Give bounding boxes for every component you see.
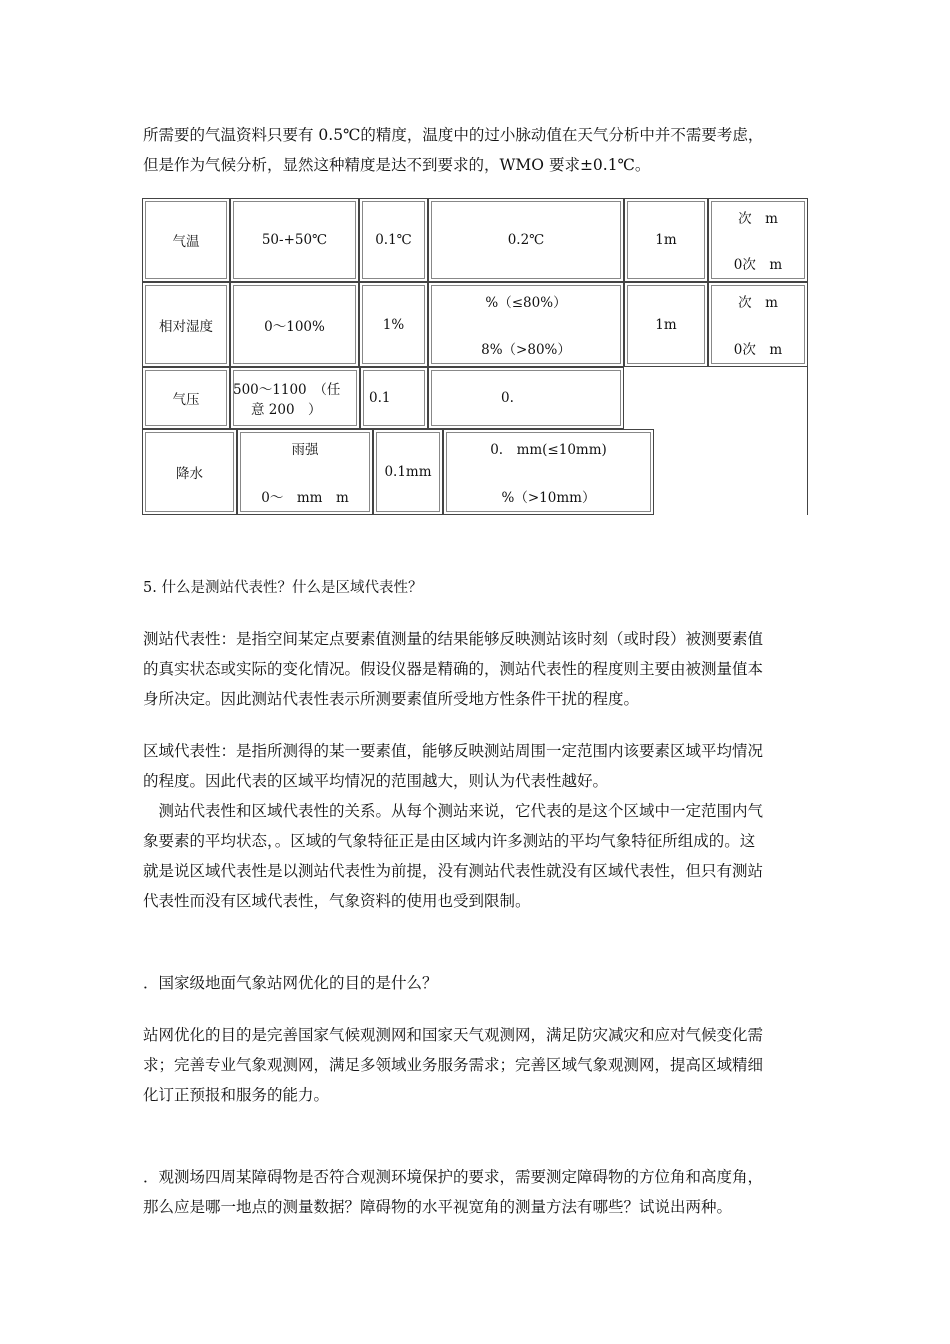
q5-region-line-1: 区域代表性：是指所测得的某一要素值，能够反映测站周围一定范围内该要素区域平均情况	[143, 742, 764, 760]
cell-accuracy-humidity: %（≤80%） 8%（>80%）	[428, 282, 624, 367]
intro-line-1: 所需要的气温资料只要有 0.5℃的精度，温度中的过小脉动值在天气分析中并不需要考虑，	[143, 126, 764, 144]
q5-station-line-2: 的真实状态或实际的变化情况。假设仪器是精确的，测站代表性的程度则主要由被测量值本	[143, 660, 764, 678]
q6-question: ．国家级地面气象站网优化的目的是什么？	[143, 974, 438, 992]
q7-question-line-1: ．观测场四周某障碍物是否符合观测环境保护的要求，需要测定障碍物的方位角和高度角，	[143, 1168, 764, 1186]
cell-range-precip: 雨强 0～ mm m	[237, 429, 373, 515]
q5-relation-line-4: 代表性而没有区域代表性，气象资料的使用也受到限制。	[143, 892, 531, 910]
q5-relation-line-3: 就是说区域代表性是以测站代表性为前提，没有测站代表性就没有区域代表性，但只有测站	[143, 862, 764, 880]
cell-height-humidity: 1m	[624, 282, 708, 367]
cell-height-temp: 1m	[624, 198, 708, 282]
q5-station-line-3: 身所决定。因此测站代表性表示所测要素值所受地方性条件干扰的程度。	[143, 690, 640, 708]
q6-answer-line-2: 求；完善专业气象观测网，满足多领域业务服务需求；完善区域气象观测网，提高区域精细	[143, 1056, 764, 1074]
q5-region-line-2: 的程度。因此代表的区域平均情况的范围越大，则认为代表性越好。	[143, 772, 609, 790]
cell-range-humidity: 0～100%	[230, 282, 359, 367]
q5-station-line-1: 测站代表性：是指空间某定点要素值测量的结果能够反映测站该时刻（或时段）被测要素值	[143, 630, 764, 648]
cell-resolution-precip: 0.1mm	[373, 429, 443, 515]
cell-resolution-pressure: 0.1	[360, 367, 428, 429]
cell-accuracy-temp: 0.2℃	[428, 198, 624, 282]
q5-relation-line-2: 象要素的平均状态，。区域的气象特征正是由区域内许多测站的平均气象特征所组成的。这	[143, 832, 756, 850]
q7-question-line-2: 那么应是哪一地点的测量数据？障碍物的水平视宽角的测量方法有哪些？试说出两种。	[143, 1198, 733, 1216]
cell-name-humidity: 相对湿度	[142, 282, 230, 367]
cell-name-temp: 气温	[142, 198, 230, 282]
cell-name-pressure: 气压	[142, 367, 230, 429]
cell-freq-temp: 次 m 0次 m	[708, 198, 808, 282]
cell-resolution-temp: 0.1℃	[359, 198, 428, 282]
intro-line-2: 但是作为气候分析，显然这种精度是达不到要求的，WMO 要求±0.1℃。	[143, 156, 651, 174]
cell-range-pressure: 500～1100 （任 意 200 ）	[230, 367, 360, 429]
q6-answer-line-1: 站网优化的目的是完善国家气候观测网和国家天气观测网，满足防灾减灾和应对气候变化需	[143, 1026, 764, 1044]
q5-relation-line-1: 测站代表性和区域代表性的关系。从每个测站来说，它代表的是这个区域中一定范围内气	[143, 802, 764, 820]
cell-name-precip: 降水	[142, 429, 237, 515]
cell-range-temp: 50-+50℃	[230, 198, 359, 282]
table-right-border	[807, 367, 808, 515]
cell-resolution-humidity: 1%	[359, 282, 428, 367]
q5-question: 5. 什么是测站代表性？什么是区域代表性？	[143, 580, 423, 596]
q6-answer-line-3: 化订正预报和服务的能力。	[143, 1086, 330, 1104]
cell-accuracy-pressure: 0.	[428, 367, 624, 429]
cell-freq-humidity: 次 m 0次 m	[708, 282, 808, 367]
cell-accuracy-precip: 0. mm(≤10mm) %（>10mm）	[443, 429, 654, 515]
